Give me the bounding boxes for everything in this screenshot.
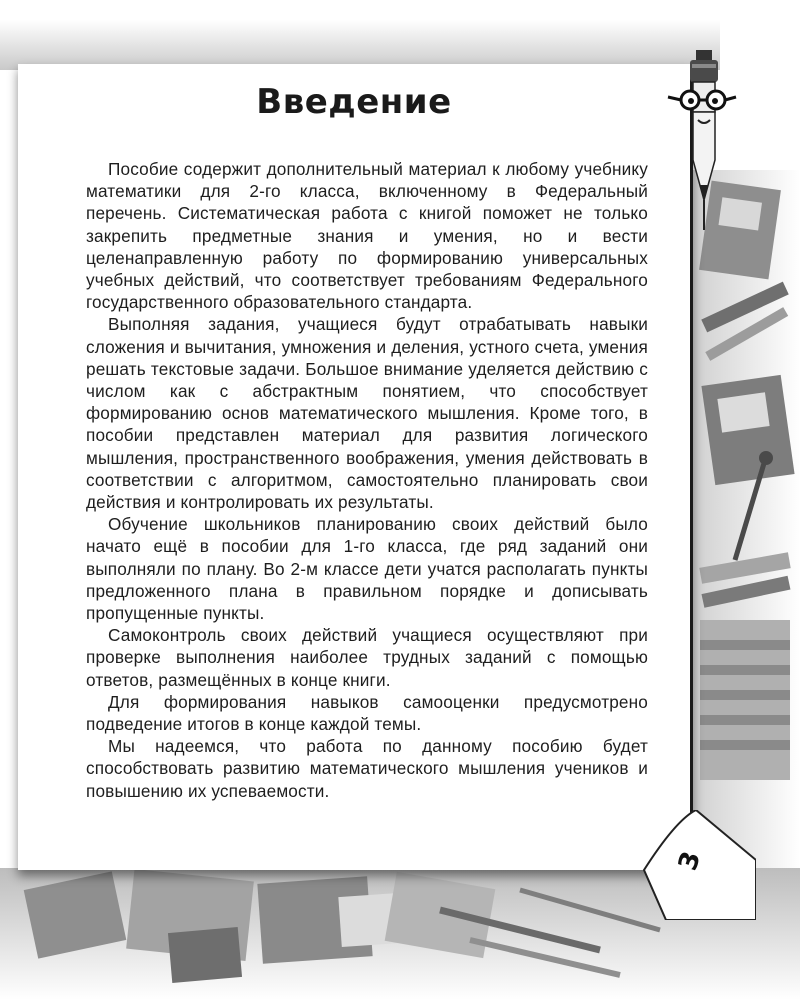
paragraph: Самоконтроль своих действий учащиеся осуществляют при проверке выполнения наиболее трудных заданий с помощью ответов, размещённых в конце книги. bbox=[86, 625, 648, 690]
top-band bbox=[0, 20, 720, 70]
page-number: 3 bbox=[672, 847, 708, 875]
paragraph: Пособие содержит дополнительный материал к любому учебнику математики для 2-го класса, включенному в Федеральный перечень. Систематическая работа с книгой поможет не только закрепить предметные знания и умения, но и вести целенаправленную работу по формированию универсальных учебных действий, что соответствует требованиям Федерального государственного образовательного стандарта. bbox=[86, 159, 648, 313]
paragraph: Для формирования навыков самооценки предусмотрено подведение итогов в конце каждой темы. bbox=[86, 691, 648, 735]
body-text bbox=[86, 158, 648, 802]
page-title: Введение bbox=[256, 82, 452, 122]
paragraph: Мы надеемся, что работа по данному пособию будет способствовать развитию математического мышления учеников и повышению их успеваемости. bbox=[86, 736, 648, 801]
pencil-mascot-icon bbox=[660, 50, 740, 230]
paragraph: Обучение школьников планированию своих действий было начато ещё в пособии для 1-го класса, где ряд заданий они выполняли по плану. Во 2-м классе дети учатся располагать пункты предложенного плана в правильном порядке и дописывать пропущенные пункты. bbox=[86, 514, 648, 624]
paragraph: Выполняя задания, учащиеся будут отрабатывать навыки сложения и вычитания, умножения и деления, устного счета, умения решать текстовые задачи. Большое внимание уделяется действию с числом как с абстрактным понятием, что способствует формированию основ математического мышления. Кроме того, в пособии представлен материал для развития логического мышления, пространственного воображения, умения действовать в соответствии с алгоритмом, самостоятельно планировать свои действия и контролировать их результаты. bbox=[86, 314, 648, 513]
